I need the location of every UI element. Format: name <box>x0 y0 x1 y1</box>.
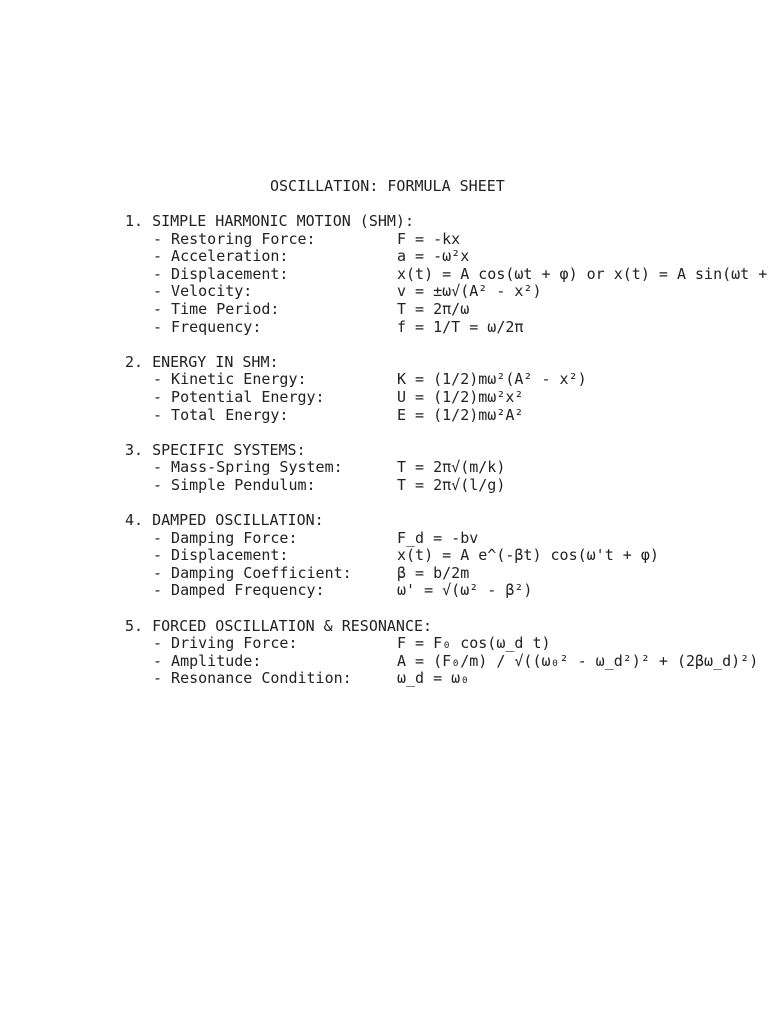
formula-expression: β = b/2m <box>397 563 470 582</box>
formula-row <box>125 670 768 688</box>
formula-row <box>125 283 768 301</box>
formula-expression: ω' = √(ω² - β²) <box>397 581 533 600</box>
section-heading: 2. ENERGY IN SHM: <box>125 352 279 371</box>
formula-row <box>125 582 768 600</box>
formula-label: - Amplitude: <box>153 651 262 670</box>
formula-row <box>125 477 768 495</box>
formula-label: - Acceleration: <box>153 247 289 266</box>
formula-row <box>125 319 768 337</box>
formula-row <box>125 389 768 407</box>
formula-expression: T = 2π/ω <box>397 299 470 318</box>
formula-label: - Displacement: <box>153 264 289 283</box>
section-shm <box>125 213 768 336</box>
formula-expression: U = (1/2)mω²x² <box>397 387 524 406</box>
formula-expression: F = F₀ cos(ω_d t) <box>397 634 551 653</box>
formula-row <box>125 266 768 284</box>
section-energy <box>125 354 768 424</box>
formula-row <box>125 371 768 389</box>
formula-label: - Damped Frequency: <box>153 581 325 600</box>
section-specific-systems <box>125 442 768 495</box>
formula-row <box>125 301 768 319</box>
formula-expression: x(t) = A e^(-βt) cos(ω't + φ) <box>397 546 659 565</box>
formula-expression: v = ±ω√(A² - x²) <box>397 282 542 301</box>
formula-label: - Kinetic Energy: <box>153 370 307 389</box>
formula-expression: T = 2π√(l/g) <box>397 475 506 494</box>
formula-expression: T = 2π√(m/k) <box>397 458 506 477</box>
formula-row <box>125 231 768 249</box>
formula-row <box>125 653 768 671</box>
formula-sheet <box>125 213 768 706</box>
formula-label: - Velocity: <box>153 282 253 301</box>
formula-row <box>125 547 768 565</box>
section-damped-oscillation <box>125 512 768 600</box>
formula-label: - Total Energy: <box>153 405 289 424</box>
section-heading: 3. SPECIFIC SYSTEMS: <box>125 440 306 459</box>
formula-row <box>125 407 768 425</box>
formula-label: - Frequency: <box>153 317 262 336</box>
formula-expression: E = (1/2)mω²A² <box>397 405 524 424</box>
formula-label: - Restoring Force: <box>153 229 316 248</box>
section-heading: 5. FORCED OSCILLATION & RESONANCE: <box>125 616 433 635</box>
section-heading: 1. SIMPLE HARMONIC MOTION (SHM): <box>125 212 414 230</box>
formula-label: - Damping Coefficient: <box>153 563 352 582</box>
formula-row <box>125 635 768 653</box>
formula-expression: F_d = -bv <box>397 528 479 547</box>
formula-label: - Displacement: <box>153 546 289 565</box>
formula-expression: f = 1/T = ω/2π <box>397 317 524 336</box>
formula-expression: A = (F₀/m) / √((ω₀² - ω_d²)² + (2βω_d)²) <box>397 651 759 670</box>
formula-label: - Driving Force: <box>153 634 298 653</box>
formula-label: - Mass-Spring System: <box>153 458 343 477</box>
formula-label: - Simple Pendulum: <box>153 475 316 494</box>
formula-expression: F = -kx <box>397 229 461 248</box>
formula-row <box>125 459 768 477</box>
formula-label: - Resonance Condition: <box>153 669 352 688</box>
formula-expression: a = -ω²x <box>397 247 470 266</box>
page-title: OSCILLATION: FORMULA SHEET <box>270 177 505 195</box>
formula-label: - Time Period: <box>153 299 280 318</box>
formula-expression: ω_d = ω₀ <box>397 669 470 688</box>
formula-row <box>125 565 768 583</box>
formula-label: - Damping Force: <box>153 528 298 547</box>
formula-label: - Potential Energy: <box>153 387 325 406</box>
section-forced-oscillation <box>125 618 768 688</box>
section-heading: 4. DAMPED OSCILLATION: <box>125 511 324 530</box>
formula-expression: x(t) = A cos(ωt + φ) or x(t) = A sin(ωt + <box>397 264 768 283</box>
formula-row <box>125 530 768 548</box>
formula-expression: K = (1/2)mω²(A² - x²) <box>397 370 587 389</box>
formula-row <box>125 248 768 266</box>
